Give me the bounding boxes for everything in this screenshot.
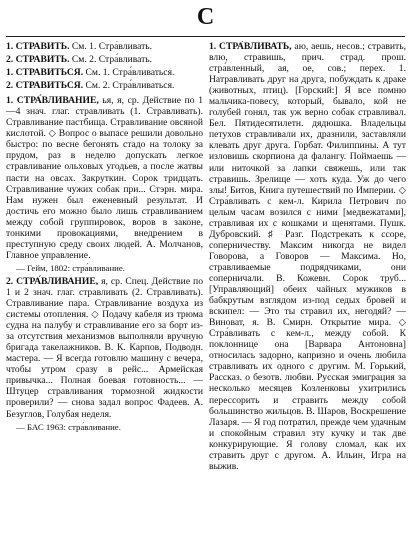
dictionary-entry <box>209 41 406 472</box>
dictionary-entry <box>6 95 203 261</box>
source-note: — Гейм, 1802: стра́вливание. <box>16 262 125 273</box>
headword: 2. СТРАВИТЬ. <box>6 54 70 66</box>
right-column <box>209 41 406 547</box>
headword: 1. СТРА́ВЛИВАТЬ, <box>209 41 292 52</box>
header-divider <box>6 36 405 37</box>
entry-text: См. 1. Стра́вливаться. <box>83 67 175 79</box>
dictionary-entry <box>6 80 203 91</box>
headword: 1. СТРА́ВЛИВАНИЕ, <box>6 95 99 107</box>
entry-text: См. 2. Стра́вливать. <box>69 54 153 66</box>
page-letter-heading: С <box>196 4 215 30</box>
source-note: — БАС 1963: стра́вливание. <box>16 421 121 432</box>
headword: 2. СТРАВИТЬСЯ. <box>6 80 84 92</box>
dictionary-entry <box>6 276 203 420</box>
headword: 1. СТРАВИТЬСЯ. <box>6 67 84 79</box>
headword: 1. СТРАВИТЬ. <box>6 41 70 52</box>
dictionary-entry <box>6 67 203 78</box>
dictionary-entry <box>6 54 203 65</box>
entry-text: я, ср. Спец. Действие по 1 и 2 знач. глаг. стравливать (2. Стравливать). Стравливание пара. Стравливание воздуха из системы отопления. ◇ Подачу кабеля из трюма судна на палубу и стравливание его за борт из-за отсутствия механизмов выполняли вручную бригада такелажников. В. К. Карпов, Подводн. мастера. — Я всегда готовлю машину с вечера, чтобы утром сразу в рейс... Армейская привычка... Полная боевая готовность... — Штуцер стравливания тормозной жидкости проверили? — снова задал вопрос Фадеев. А. Безуглов, Голубая неделя. <box>6 275 203 420</box>
headword: 2. СТРА́ВЛИВАНИЕ, <box>6 275 99 287</box>
entry-text: аю, аешь, несов.; стравить, влю, стравишь, прич. страд. прош. стра́вленный, ая, ое, сов.; перех. 1. Натравливать друг на друга, побуждать к драке (животных, птиц). [Горский:] Я все помню мальчика-повесу, который, бывало, кой не голубей гонял, так уж верно собак стравливал. Бел. Пятидесятилетн. дядюшка. Владельцы петухов стравливали их, дразнили, заставляли клевать друг друга. Горбат. Филиппины. А тут изловишь скорпиона да фалангу. Поймаешь — или ниточкой за лапки свяжешь, или так стравишь. Зрелище — хоть куда. Уж до чего злы! Битов, Книга путешествий по Империи. ◇ Стра́вливать с кем-л. Кирила Петрович по целым часам возился с ними [медвежатами], стравливая их с кошками и щенятами. Пушк. Дубровский. ♯ Разг. Подстрекать к ссоре, соперничеству. Максим никогда не видел Говорова, а Говоров — Максима. Но, стравливаемые подрядчиками, они соперничали. В. Кожевн. Сорок труб... [Управляющий] обеих чайных мужиков в бабкрутым взглядом из-под седых бровей и вскипел: — Это ты стравил их, негодяй? — Виноват, я. В. Смирн. Открытие мира. ◇ Стра́вливать с кем-л., между собой. К поклоннице она [Варвара Антоновна] относилась задорно, капризно и очень любила стравливать их одного с другим. М. Горький, Рассказ. о безотв. любви. Русская эмиграция за несколько месяцев Козленковы ухитрились перессорить и стравить между собой большинство жильцов. В. Шаров, Воскрешение Лазаря. — Я год потратил, прежде чем удачным и спокойным стравил эту кучку и так две конкурирующие. Я голову сломал, как их стравить друг с другом. А. Ильин, Игра на выжив. <box>209 41 406 472</box>
entry-text: ья, я, ср. Действие по 1—4 знач. глаг. стравливать (1. Стравливать). Стравливание пастбища. Стравливание овсяной кислотой. ◇ Вопрос о выпасе решили довольно быстро: по весне бегонять стадо на толоку за прудом, раз в неделю допускать легкое стравливание ольховых угодьев, а после жатвы пасти на овсах. Закруткин. Сорок тридцать. Стравливание чужих собак при... Стэрн. мира. Нам нужен был еженевный результат. И достичь его можно было лишь стравливанием между собой группировок, воров в законе, тонкими провокациями, внедрением в преступную среду своих людей. А. Молчанов, Главное управление. <box>6 95 203 261</box>
entry-text: См. 2. Стра́вливаться. <box>83 80 175 92</box>
left-column <box>6 41 203 547</box>
dictionary-entry <box>6 41 203 52</box>
entry-text: См. 1. Стра́вливать. <box>69 41 153 52</box>
